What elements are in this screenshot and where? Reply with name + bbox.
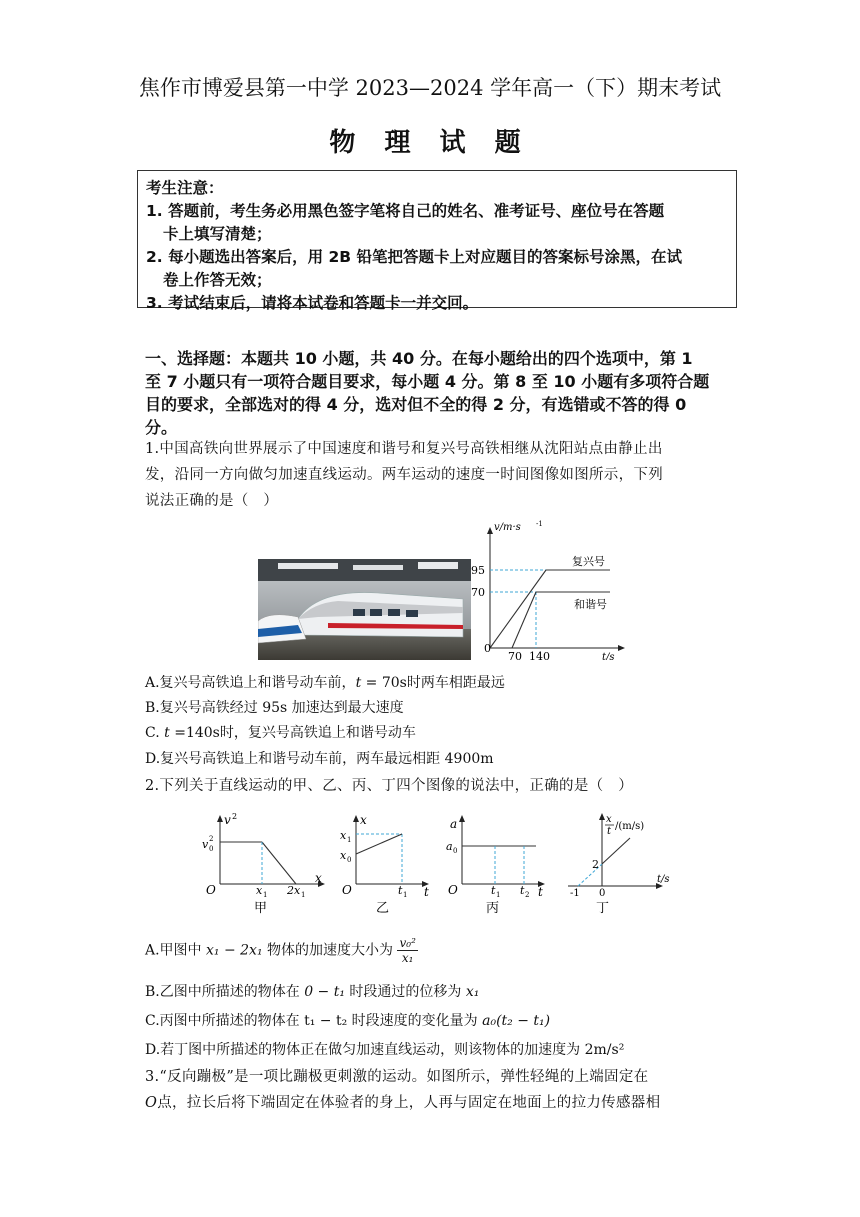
ding-yunit: /(m/s) — [615, 821, 645, 832]
jia-v0: v — [202, 838, 209, 851]
section-line-2: 至 7 小题只有一项符合题目要求，每小题 4 分。第 8 至 10 小题有多项符合题 — [145, 372, 710, 391]
yi-t1-sub: 1 — [403, 891, 408, 899]
section-heading — [145, 347, 735, 439]
jia-x2: 2x — [287, 884, 301, 897]
ding-taxis: t/s — [657, 874, 670, 885]
ding-yden: t — [607, 826, 612, 837]
q1-graph-y70: 70 — [471, 586, 485, 599]
bing-caption: 丙 — [486, 901, 500, 916]
bing-t1: t — [491, 884, 496, 897]
jia-v0-sup: 2 — [209, 835, 214, 843]
question-2-stem: 2.下列关于直线运动的甲、乙、丙、丁四个图像的说法中，正确的是（ ） — [145, 778, 634, 794]
notice-item-2-cont: 卷上作答无效； — [163, 271, 272, 289]
q1-graph-x140: 140 — [529, 650, 550, 660]
jia-ylabel: v — [224, 813, 231, 827]
q1-option-a: A.复兴号高铁追上和谐号动车前，t = 70s时两车相距最远 — [145, 675, 505, 691]
q1-option-d: D.复兴号高铁追上和谐号动车前，两车最远相距 4900m — [145, 751, 494, 767]
q2-option-c: C.丙图中所描述的物体在 t₁ − t₂ 时段速度的变化量为 a₀(t₂ − t₁) — [145, 1013, 551, 1029]
jia-x1-sub: 1 — [263, 891, 268, 899]
q2-graph-jia — [198, 812, 330, 916]
notice-box — [137, 170, 737, 312]
question-1-stem — [145, 436, 735, 514]
q1-line-1: 1.中国高铁向世界展示了中国速度和谐号和复兴号高铁相继从沈阳站点由静止出 — [145, 441, 663, 457]
q1-graph-fuxing: 复兴号 — [572, 555, 605, 568]
q2-option-b: B.乙图中所描述的物体在 0 − t₁ 时段通过的位移为 x₁ — [145, 984, 480, 1000]
yi-x1-sub: 1 — [347, 836, 352, 844]
ding-minus-one: -1 — [570, 888, 580, 899]
jia-ylabel-sup: 2 — [232, 812, 238, 821]
ding-two: 2 — [592, 858, 599, 871]
bing-ylabel: a — [450, 817, 458, 831]
q2-option-a: A.甲图中 x₁ − 2x₁ 物体的加速度大小为 $\frac{\text{v₀²}}{\text{x₁}}$ — [145, 936, 416, 965]
jia-origin: O — [206, 883, 216, 897]
exam-title: 焦作市博爱县第一中学 2023—2024 学年高一（下）期末考试 — [138, 76, 722, 100]
q1-graph-xlabel: t/s — [602, 652, 615, 660]
yi-t1: t — [398, 884, 403, 897]
q2-graph-ding — [560, 808, 676, 916]
q2-option-d: D.若丁图中所描述的物体正在做匀加速直线运动，则该物体的加速度为 2m/s² — [145, 1042, 625, 1058]
jia-v0-sub: 0 — [209, 845, 214, 853]
bing-origin: O — [448, 883, 458, 897]
ding-caption: 丁 — [596, 901, 610, 916]
yi-x0-sub: 0 — [347, 856, 352, 864]
q1-graph-hexie: 和谐号 — [574, 598, 607, 611]
notice-item-1-cont: 卡上填写清楚； — [163, 225, 272, 243]
q1-option-c: C. t =140s时，复兴号高铁追上和谐号动车 — [145, 725, 416, 741]
notice-heading: 考生注意： — [146, 179, 224, 197]
q1-line-2: 发，沿同一方向做匀加速直线运动。两车运动的速度一时间图像如图所示，下列 — [145, 467, 663, 483]
question-3-stem — [145, 1064, 735, 1116]
yi-caption: 乙 — [376, 901, 390, 916]
bing-a0-sub: 0 — [453, 847, 458, 855]
q2-graph-bing — [444, 812, 552, 916]
bing-t2-sub: 2 — [525, 891, 530, 899]
notice-item-2: 2. 每小题选出答案后，用 2B 铅笔把答题卡上对应题目的答案标号涂黑，在试 — [146, 248, 682, 266]
q1-graph-yexp: -1 — [536, 520, 543, 528]
ding-ynum: x — [606, 814, 612, 825]
yi-ylabel: x — [360, 813, 367, 827]
section-line-4: 分。 — [145, 418, 178, 437]
jia-caption: 甲 — [254, 901, 268, 916]
q3-line-2: O点，拉长后将下端固定在体验者的身上，人再与固定在地面上的拉力传感器相 — [145, 1095, 661, 1111]
q1-line-3: 说法正确的是（ ） — [145, 493, 279, 509]
q1-graph-origin: 0 — [484, 642, 491, 655]
notice-item-1: 1. 答题前，考生务必用黑色签字笔将自己的姓名、准考证号、座位号在答题 — [146, 202, 665, 220]
q1-graph-y95: 95 — [471, 564, 485, 577]
yi-x0: x — [340, 849, 347, 862]
jia-xaxis: x — [315, 871, 322, 885]
yi-x1: x — [340, 829, 347, 842]
q1-option-b: B.复兴号高铁经过 95s 加速达到最大速度 — [145, 700, 404, 716]
q3-line-1: 3.“反向蹦极”是一项比蹦极更刺激的运动。如图所示，弹性轻绳的上端固定在 — [145, 1069, 649, 1085]
yi-origin: O — [342, 883, 352, 897]
q2-graph-yi — [336, 812, 436, 916]
train-photo — [258, 559, 471, 660]
q1-vt-graph — [470, 520, 630, 660]
notice-item-3: 3. 考试结束后，请将本试卷和答题卡一并交回。 — [146, 294, 479, 312]
bing-t2: t — [520, 884, 525, 897]
section-line-3: 目的要求，全部选对的得 4 分，选对但不全的得 2 分，有选错或不答的得 0 — [145, 395, 687, 414]
section-line-1: 一、选择题：本题共 10 小题，共 40 分。在每小题给出的四个选项中，第 1 — [145, 349, 693, 368]
jia-x2-sub: 1 — [301, 891, 306, 899]
jia-x1: x — [256, 884, 263, 897]
bing-t1-sub: 1 — [496, 891, 501, 899]
yi-taxis: t — [424, 885, 429, 899]
q1-graph-ylabel: v/m·s — [494, 522, 521, 533]
exam-subject: 物 理 试 题 — [329, 128, 531, 158]
ding-zero: 0 — [599, 888, 606, 899]
q1-graph-x70: 70 — [508, 650, 522, 660]
q2-fraction: $\frac{\text{v₀²}}{\text{x₁}}$ — [399, 936, 416, 965]
bing-taxis: t — [538, 885, 543, 899]
bing-a0: a — [446, 840, 453, 853]
